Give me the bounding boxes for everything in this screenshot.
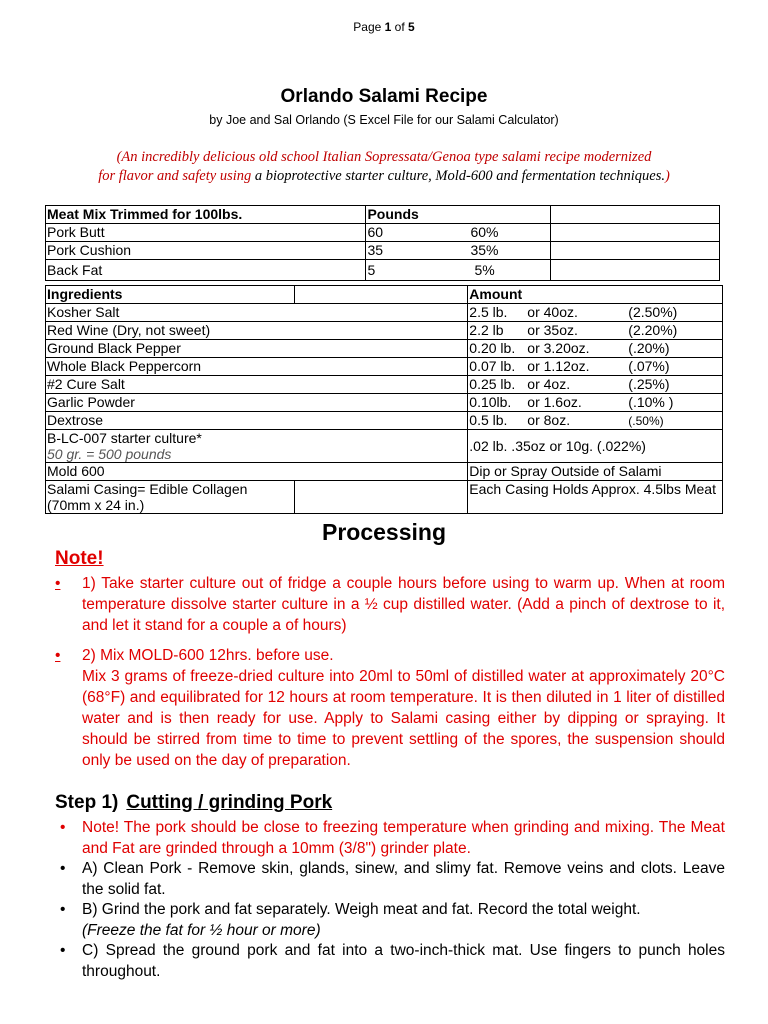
- meat-name: Pork Cushion: [46, 242, 366, 260]
- note-item: • 2) Mix MOLD-600 12hrs. before use. Mix 3 grams of freeze-dried culture into 20ml to 50ml of distilled water at approximately 20°C (68°F) and equilibrated for 12 hours at room temperature. It is then diluted in 1 liter of distilled water and is then ready for use. Apply to Salami casing either by dipping or spraying. It should be stirred from time to time to prevent settling of the spores, the suspension should only be used on the day of preparation.: [55, 647, 725, 769]
- ingredient-amount: Each Casing Holds Approx. 4.5lbs Meat: [468, 481, 723, 514]
- ingredient-amount: 0.10lb. or 1.6oz. (.10% ): [468, 394, 723, 412]
- meat-pounds: 35 35%: [366, 242, 551, 260]
- bullet-icon: •: [60, 901, 66, 918]
- ingredient-name: Ground Black Pepper: [46, 340, 468, 358]
- step-1-heading: Step 1) Cutting / grinding Pork: [55, 792, 333, 813]
- header-cell: Amount: [468, 286, 723, 304]
- step-1-title: Cutting / grinding Pork: [126, 792, 333, 813]
- step-1-list: [55, 818, 725, 982]
- note-heading: Note!: [55, 548, 104, 569]
- ingredient-name: #2 Cure Salt: [46, 376, 468, 394]
- note-list-1: [55, 573, 725, 636]
- header-cell: Pounds: [366, 206, 551, 224]
- header-cell: Meat Mix Trimmed for 100lbs.: [46, 206, 366, 224]
- ingredients-table: [45, 285, 723, 514]
- page-current: 1: [384, 20, 392, 34]
- ingredient-amount: 0.25 lb. or 4oz. (.25%): [468, 376, 723, 394]
- table-row: [46, 412, 723, 430]
- intro-note: [0, 148, 768, 186]
- table-row: [46, 304, 723, 322]
- table-header-row: [46, 286, 723, 304]
- table-row: [46, 224, 720, 242]
- empty-cell: [551, 260, 720, 281]
- meat-pounds: 60 60%: [366, 224, 551, 242]
- ingredient-amount: Dip or Spray Outside of Salami: [468, 463, 723, 481]
- bullet-icon: •: [55, 575, 61, 592]
- meat-mix-table: [45, 205, 720, 281]
- ingredient-amount: .02 lb. .35oz or 10g. (.022%): [468, 430, 723, 463]
- bullet-icon: •: [60, 942, 66, 959]
- empty-cell: [551, 242, 720, 260]
- note-item: • 1) Take starter culture out of fridge a couple hours before using to warm up. When at room temperature dissolve starter culture in a ½ cup distilled water. (Add a pinch of dextrose to it, and let it stand for a couple a of hours): [55, 575, 725, 634]
- bullet-icon: •: [60, 819, 66, 836]
- list-item: • C) Spread the ground pork and fat into a two-inch-thick mat. Use fingers to punch holes throughout.: [60, 942, 725, 980]
- ingredient-name: Red Wine (Dry, not sweet): [46, 322, 468, 340]
- ingredient-name: Salami Casing= Edible Collagen (70mm x 24 in.): [46, 481, 295, 514]
- list-item: • Note! The pork should be close to freezing temperature when grinding and mixing. The Meat and Fat are grinded through a 10mm (3/8") grinder plate.: [60, 819, 725, 857]
- meat-pounds: 5 5%: [366, 260, 551, 281]
- bullet-icon: •: [60, 860, 66, 877]
- table-row: [46, 340, 723, 358]
- ingredient-amount: 0.5 lb. or 8oz. (.50%): [468, 412, 723, 430]
- table-header-row: [46, 206, 720, 224]
- note-list-2: [55, 645, 725, 771]
- list-item: • A) Clean Pork - Remove skin, glands, sinew, and slimy fat. Remove veins and clots. Leave the solid fat.: [60, 860, 725, 898]
- meat-name: Back Fat: [46, 260, 366, 281]
- ingredient-amount: 0.07 lb. or 1.12oz. (.07%): [468, 358, 723, 376]
- byline: by Joe and Sal Orlando (S Excel File for our Salami Calculator): [209, 113, 559, 127]
- ingredient-name: Garlic Powder: [46, 394, 468, 412]
- ingredient-name: B-LC-007 starter culture* 50 gr. = 500 pounds: [46, 430, 468, 463]
- header-cell: Ingredients: [46, 286, 295, 304]
- table-row: [46, 242, 720, 260]
- table-row: [46, 394, 723, 412]
- ingredient-name: Whole Black Peppercorn: [46, 358, 468, 376]
- page-total: 5: [408, 20, 415, 34]
- header-cell: [294, 286, 468, 304]
- table-row: [46, 463, 723, 481]
- intro-line-2: for flavor and safety using a bioprotective starter culture, Mold-600 and fermentation techniques.): [98, 168, 670, 184]
- document-title: Orlando Salami Recipe: [280, 86, 488, 107]
- table-row: [46, 260, 720, 281]
- list-item: • B) Grind the pork and fat separately. Weigh meat and fat. Record the total weight. (Freeze the fat for ½ hour or more): [60, 901, 641, 939]
- starter-note: 50 gr. = 500 pounds: [47, 446, 172, 462]
- ingredient-name: Mold 600: [46, 463, 468, 481]
- empty-cell: [294, 481, 468, 514]
- page-number: Page 1 of 5: [353, 20, 415, 34]
- empty-cell: [551, 224, 720, 242]
- table-row: [46, 322, 723, 340]
- table-row: [46, 358, 723, 376]
- ingredient-amount: 2.5 lb. or 40oz. (2.50%): [468, 304, 723, 322]
- ingredient-name: Kosher Salt: [46, 304, 468, 322]
- meat-name: Pork Butt: [46, 224, 366, 242]
- table-row: [46, 376, 723, 394]
- ingredient-amount: 2.2 lb or 35oz. (2.20%): [468, 322, 723, 340]
- bullet-icon: •: [55, 647, 61, 664]
- intro-line-1: (An incredibly delicious old school Italian Sopressata/Genoa type salami recipe modernized: [116, 149, 652, 165]
- header-cell: [551, 206, 720, 224]
- table-row: [46, 430, 723, 463]
- table-row: [46, 481, 723, 514]
- processing-heading: Processing: [322, 519, 446, 545]
- ingredient-name: Dextrose: [46, 412, 468, 430]
- ingredient-amount: 0.20 lb. or 3.20oz. (.20%): [468, 340, 723, 358]
